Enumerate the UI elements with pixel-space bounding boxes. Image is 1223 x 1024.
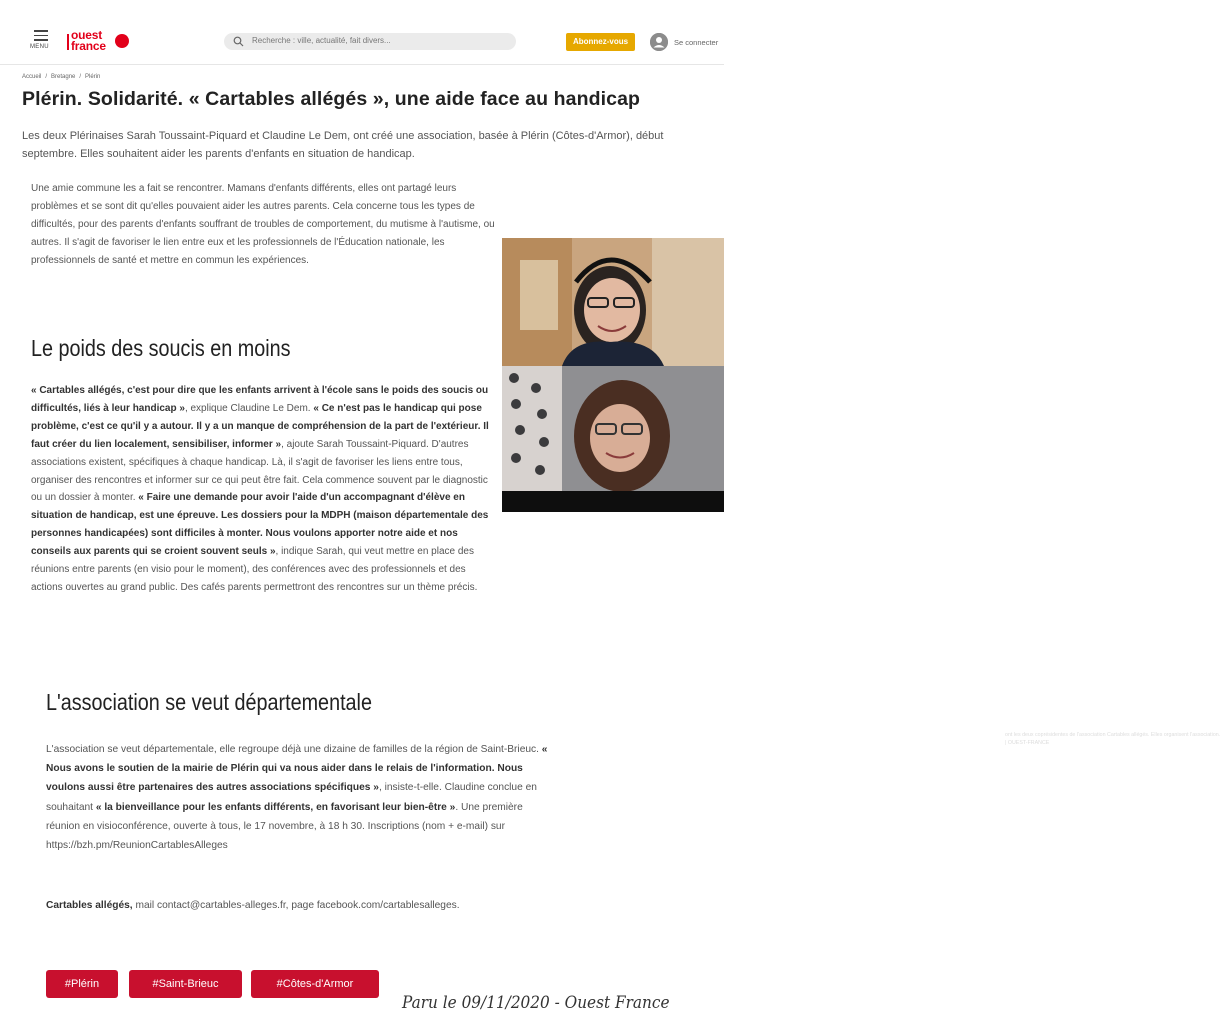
association-name: Cartables allégés, bbox=[46, 900, 133, 911]
article-paragraph-2 bbox=[31, 382, 497, 597]
section-heading-1: Le poids des soucis en moins bbox=[31, 335, 291, 361]
tag-saint-brieuc[interactable]: #Saint-Brieuc bbox=[129, 970, 242, 998]
quote-text: « Cartables allégés, c'est pour dire que les enfants arrivent à l'école sans le poids des soucis ou difficultés, liés à leur handicap » bbox=[31, 385, 489, 414]
article-lead: Les deux Plérinaises Sarah Toussaint-Piquard et Claudine Le Dem, ont créé une association, basée à Plérin (Côtes-d'Armor), début septembre. Elles souhaitent aider les parents d'enfants en situation de handicap. bbox=[22, 130, 664, 160]
logo-bar bbox=[67, 34, 69, 50]
hamburger-icon-bar bbox=[34, 35, 48, 37]
hamburger-icon bbox=[34, 30, 48, 32]
breadcrumb-separator: / bbox=[45, 74, 48, 80]
logo-text-line1: ouest bbox=[71, 28, 103, 42]
handwritten-publication-note: Paru le 09/11/2020 - Ouest France bbox=[402, 993, 670, 1013]
logo-dot-icon bbox=[115, 34, 129, 48]
body-text: , indique Sarah, qui veut mettre en place des réunions entre parents (en visio pour le moment), des conférences avec des professionnels et des actions ouvertes au grand public. Des cafés parents permettront des rencontres sur un thème précis. bbox=[31, 546, 478, 593]
quote-text: « la bienveillance pour les enfants différents, en favorisant leur bien-être » bbox=[95, 801, 456, 813]
body-text: . Une première réunion en visioconférence, ouverte à tous, le 17 novembre, à 18 h 30. Inscriptions (nom + e-mail) sur https://bzh.pm/ReunionCartablesAlleges bbox=[46, 801, 523, 852]
search-input[interactable] bbox=[224, 33, 516, 50]
body-text: , ajoute Sarah Toussaint-Piquard. D'autres associations existent, spécifiques à chaque handicap. Là, il s'agit de favoriser les liens entre tous, organiser des rencontres et informer sur ce qui peut être fait. Cela commence souvent par le diagnostic ou un dossier à monter. bbox=[31, 438, 488, 504]
video-call-photo bbox=[502, 238, 724, 512]
body-text: L'association se veut départementale, elle regroupe déjà une dizaine de familles de la région de Saint-Brieuc. bbox=[46, 744, 542, 755]
quote-text: « Ce n'est pas le handicap qui pose problème, c'est ce qu'il y a autour. Il y a un manque de compréhension de la part de l'extérieur. Il faut créer du lien localement, sensibiliser, informer » bbox=[31, 402, 489, 450]
article-paragraph-3 bbox=[46, 740, 556, 855]
search-icon bbox=[233, 36, 244, 47]
section-heading-2: L'association se veut départementale bbox=[46, 689, 372, 715]
menu-label: MENU bbox=[30, 43, 49, 50]
menu-button[interactable] bbox=[30, 30, 52, 50]
user-avatar-icon bbox=[650, 33, 668, 51]
article-paragraph-1: Une amie commune les a fait se rencontrer. Mamans d'enfants différents, elles ont partagé leurs problèmes et se sont dit qu'elles pouvaient aider les autres parents. Cela concerne tous les types de difficultés, pour des parents d'enfants souffrant de troubles de comportement, du mutisme à l'autisme, ou autres. Il s'agit de favoriser le lien entre eux et les professionnels de l'Éducation nationale, les professionnels de santé et mettre en commun les expériences. bbox=[31, 183, 495, 266]
breadcrumb bbox=[22, 74, 100, 80]
quote-text: « Faire une demande pour avoir l'aide d'un accompagnant d'élève en situation de handicap, est une épreuve. Les dossiers pour la MDPH (maison départementale des personnes handicapées) sont difficiles à monter. Nous voulons apporter notre aide et nos conseils aux parents qui se croient souvent seuls » bbox=[31, 492, 489, 558]
article-contact bbox=[46, 896, 556, 915]
hamburger-icon-bar bbox=[34, 39, 48, 41]
login-label: Se connecter bbox=[674, 38, 719, 47]
article-title: Plérin. Solidarité. « Cartables allégés », une aide face au handicap bbox=[22, 88, 641, 110]
photo-caption: ont les deux coprésidentes de l'association Cartables allégés. Elles organisent l'association. | OUEST-FRANCE bbox=[1005, 732, 1221, 746]
site-header bbox=[0, 0, 724, 65]
breadcrumb-plerin[interactable]: Plérin bbox=[85, 74, 101, 80]
logo-text-line2: france bbox=[71, 39, 106, 53]
tag-cotes-darmor[interactable]: #Côtes-d'Armor bbox=[251, 970, 379, 998]
search-placeholder: Recherche : ville, actualité, fait divers... bbox=[252, 36, 391, 45]
breadcrumb-bretagne[interactable]: Bretagne bbox=[51, 74, 76, 80]
body-text: , explique Claudine Le Dem. bbox=[184, 402, 314, 414]
ouest-france-logo[interactable] bbox=[62, 28, 134, 56]
breadcrumb-home[interactable]: Accueil bbox=[22, 74, 42, 80]
subscribe-button[interactable]: Abonnez-vous bbox=[566, 33, 635, 51]
quote-text: « Nous avons le soutien de la mairie de Plérin qui va nous aider dans le relais de l'information. Nous voulons aussi être partenaires des autres associations spécifiques » bbox=[46, 744, 548, 794]
contact-text: mail contact@cartables-alleges.fr, page facebook.com/cartablesalleges. bbox=[132, 900, 460, 911]
breadcrumb-separator: / bbox=[79, 74, 82, 80]
body-text: , insiste-t-elle. Claudine conclue en souhaitant bbox=[46, 782, 537, 813]
tag-plerin[interactable]: #Plérin bbox=[46, 970, 118, 998]
article-photo[interactable] bbox=[502, 238, 1221, 746]
